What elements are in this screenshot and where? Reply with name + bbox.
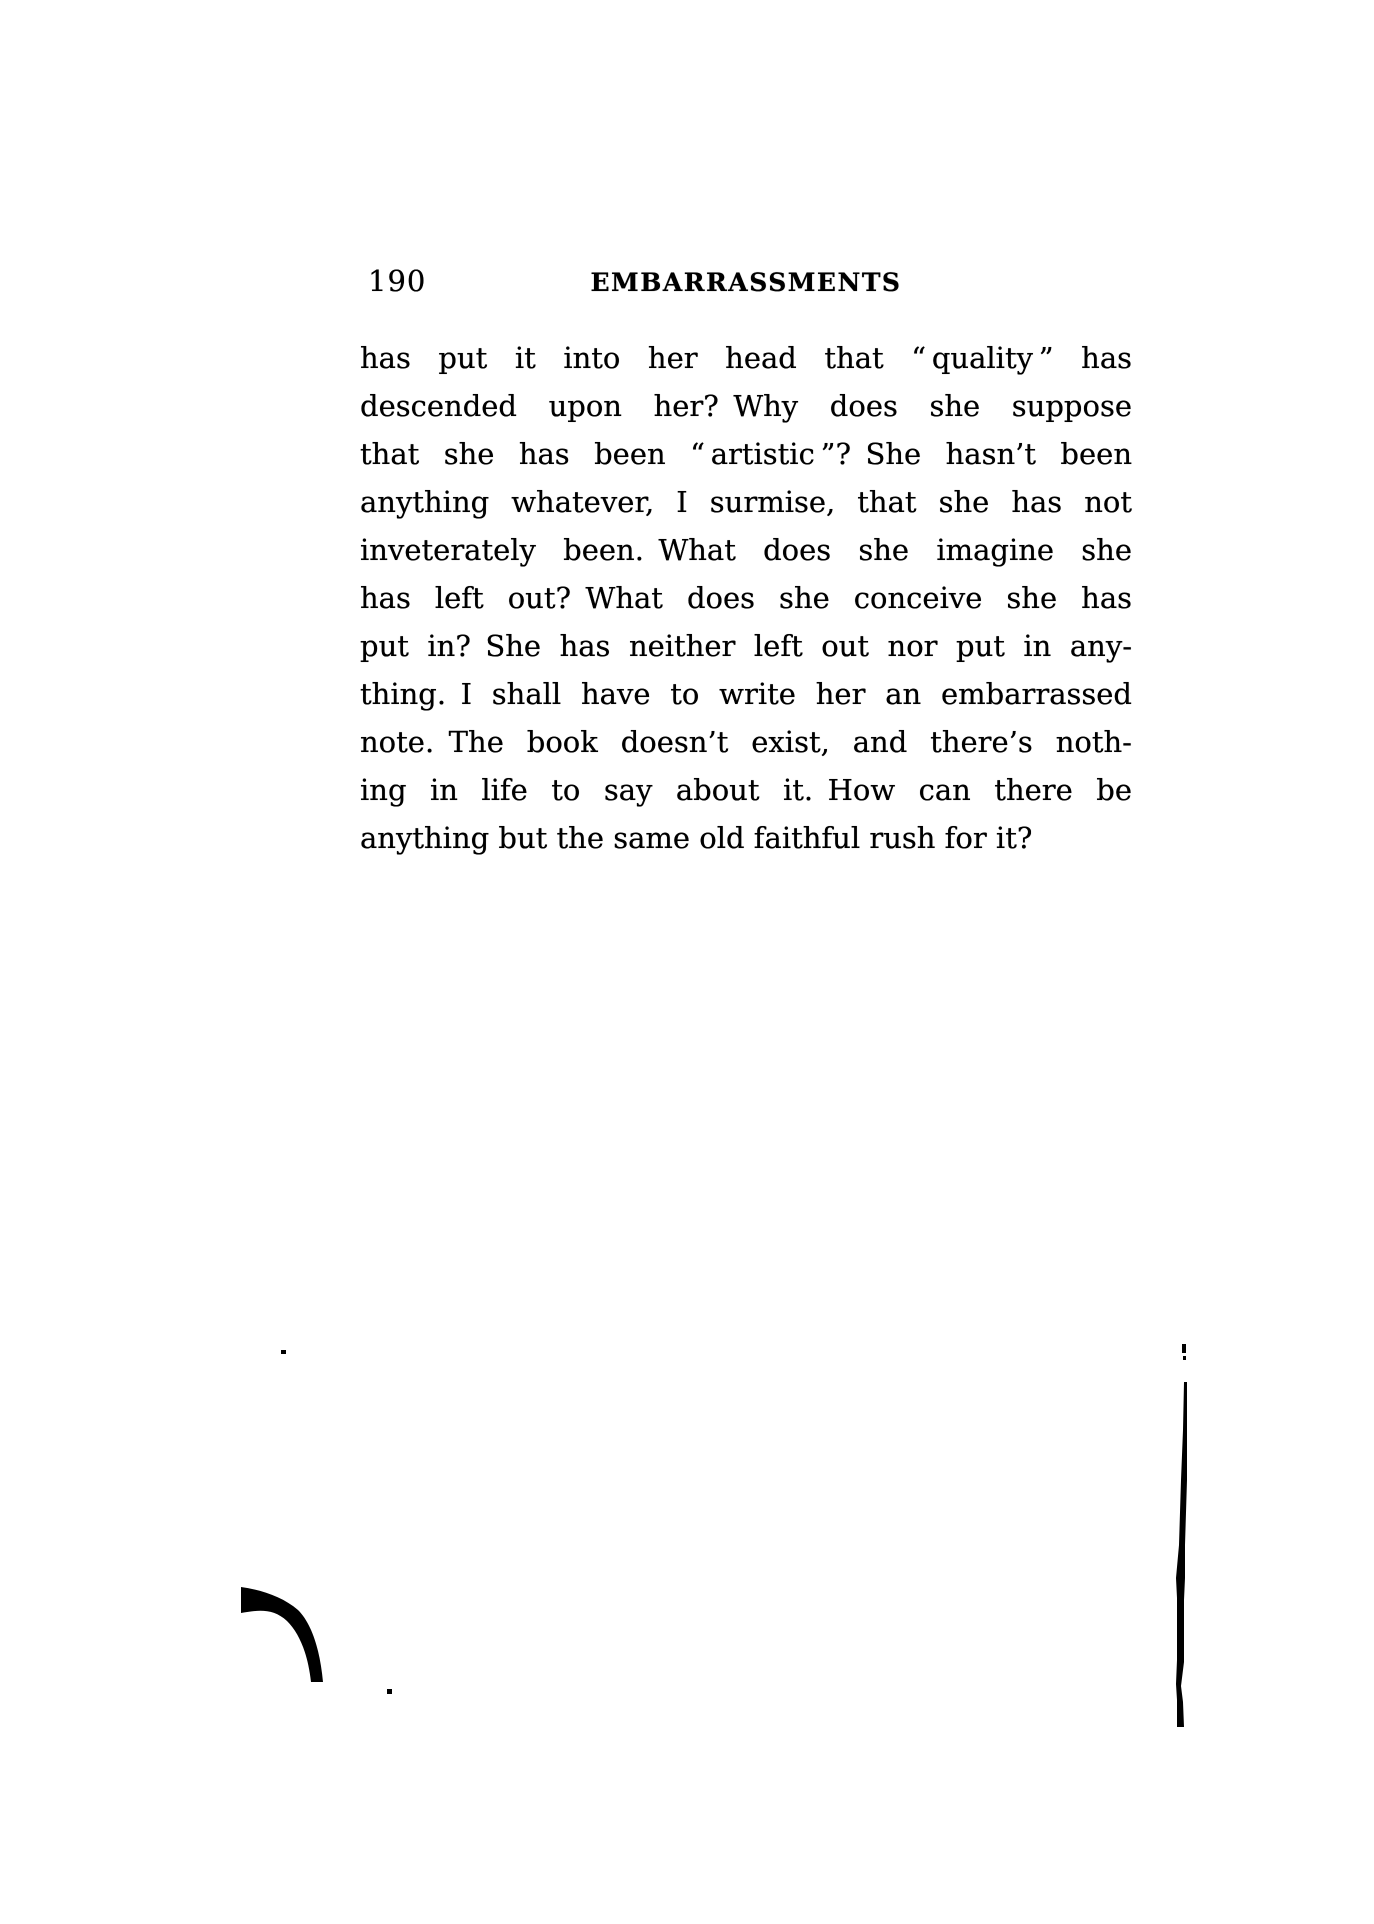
text-line: note. The book doesn’t exist, and there’s noth- — [360, 725, 1132, 759]
text-line: thing. I shall have to write her an embarrassed — [360, 677, 1132, 711]
text-line: that she has been “ artistic ”? She hasn’t been — [360, 437, 1132, 471]
text-line: descended upon her? Why does she suppose — [360, 389, 1132, 423]
page-number: 190 — [368, 264, 427, 298]
running-head-title: EMBARRASSMENTS — [590, 268, 902, 297]
text-line: put in? She has neither left out nor put in any- — [360, 629, 1132, 663]
dot-speck-bottom — [387, 1689, 392, 1694]
text-line: anything but the same old faithful rush for it? — [360, 821, 1033, 855]
text-line: has put it into her head that “ quality ” has — [360, 341, 1132, 375]
text-line: has left out? What does she conceive she has — [360, 581, 1132, 615]
vertical-scan-line-right — [1176, 1382, 1187, 1727]
text-line: ing in life to say about it. How can there be — [360, 773, 1132, 807]
body-paragraph — [360, 334, 1132, 862]
running-head-row — [360, 269, 1132, 297]
text-line: anything whatever, I surmise, that she has not — [360, 485, 1132, 519]
ink-blotch-bottom-left — [241, 1587, 323, 1682]
exclamation-speck-right — [1182, 1344, 1186, 1360]
dot-speck-left-margin — [281, 1350, 286, 1354]
text-line: inveterately been. What does she imagine she — [360, 533, 1132, 567]
